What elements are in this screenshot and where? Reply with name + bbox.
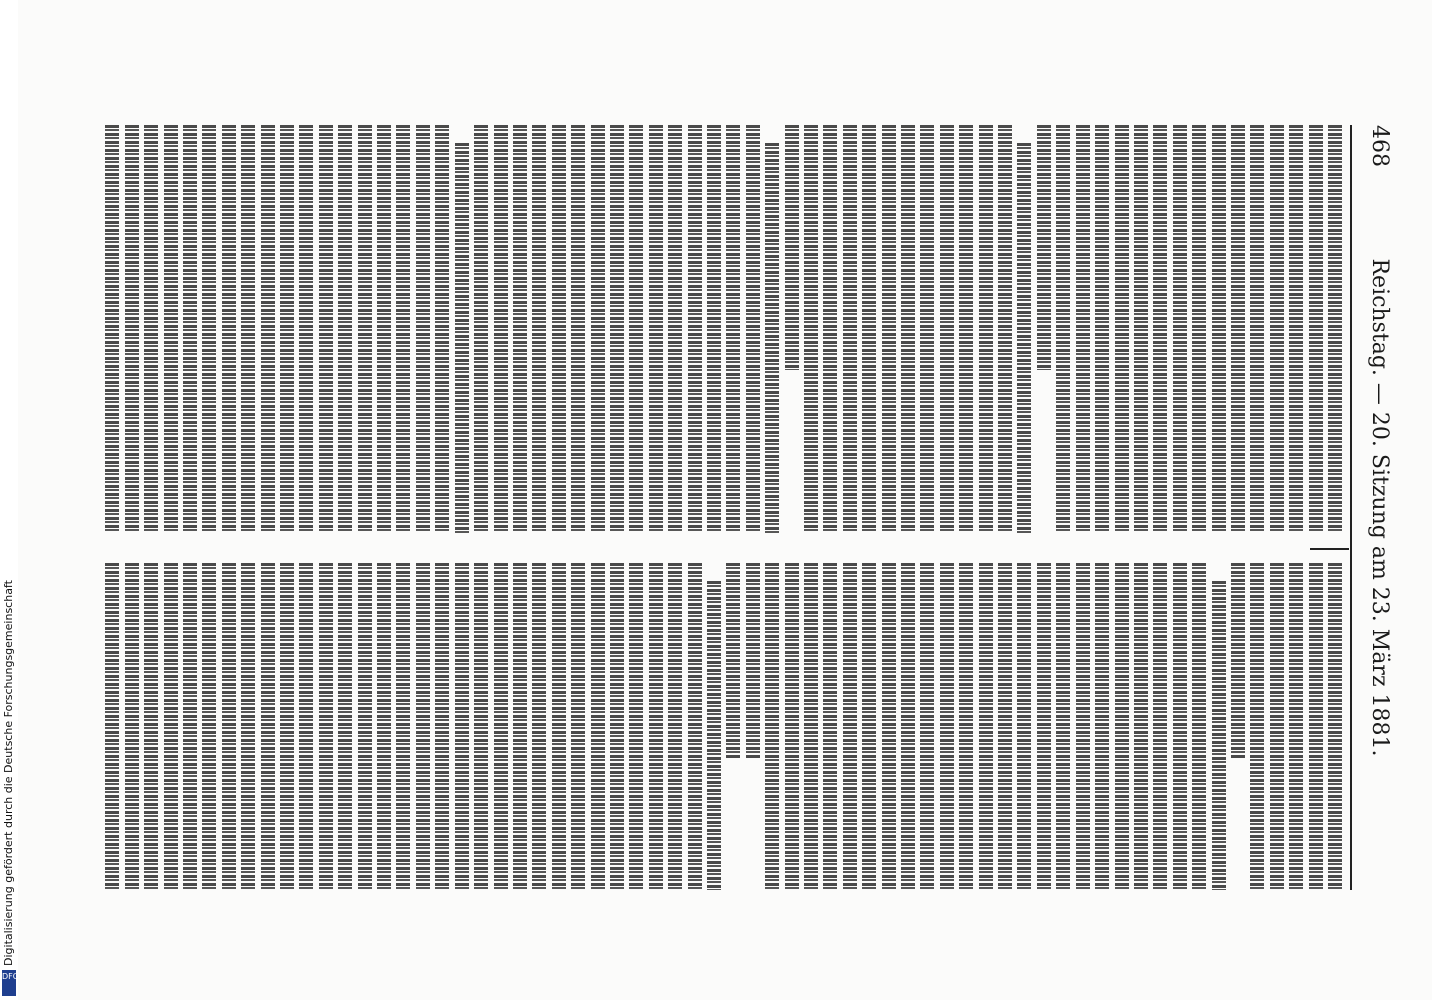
- text-line: [1134, 125, 1148, 533]
- text-line: [261, 563, 275, 890]
- text-line: [1250, 125, 1264, 533]
- text-line: [222, 563, 236, 890]
- text-line: [1095, 563, 1109, 890]
- text-line: [1270, 563, 1284, 890]
- text-line: [1134, 563, 1148, 890]
- text-line: [920, 125, 934, 533]
- text-line: [1018, 143, 1032, 533]
- text-line: [1270, 125, 1284, 533]
- text-line: [319, 125, 333, 533]
- text-line: [746, 125, 760, 533]
- text-line: [144, 563, 158, 890]
- text-line: [591, 563, 605, 890]
- text-line: [940, 563, 954, 890]
- text-line: [1037, 125, 1051, 370]
- text-line: [1309, 125, 1323, 533]
- text-line: [1212, 581, 1226, 890]
- text-line: [299, 563, 313, 890]
- text-line: [513, 563, 527, 890]
- text-line: [1153, 125, 1167, 533]
- text-line: [901, 563, 915, 890]
- text-line: [707, 581, 721, 890]
- text-line: [862, 563, 876, 890]
- text-line: [1328, 125, 1342, 533]
- text-line: [338, 125, 352, 533]
- text-line: [474, 125, 488, 533]
- text-line: [1115, 563, 1129, 890]
- text-line: [280, 125, 294, 533]
- text-line: [1153, 563, 1167, 890]
- text-line: [1212, 125, 1226, 533]
- text-line: [1328, 563, 1342, 890]
- text-line: [280, 563, 294, 890]
- text-line: [319, 563, 333, 890]
- text-line: [261, 125, 275, 533]
- text-line: [1056, 125, 1070, 533]
- text-line: [901, 125, 915, 533]
- text-line: [707, 125, 721, 533]
- text-line: [1192, 125, 1206, 533]
- dfg-logo: DFG: [2, 970, 16, 996]
- text-line: [823, 563, 837, 890]
- text-line: [765, 563, 779, 890]
- text-line: [940, 125, 954, 533]
- text-line: [455, 143, 469, 533]
- text-line: [1095, 125, 1109, 533]
- text-line: [513, 125, 527, 533]
- text-line: [435, 125, 449, 533]
- text-line: [299, 125, 313, 533]
- running-title: Reichstag. — 20. Sitzung am 23. März 1881.: [1367, 258, 1392, 757]
- text-line: [1250, 563, 1264, 890]
- text-line: [1192, 563, 1206, 890]
- text-line: [746, 563, 760, 759]
- text-line: [1056, 563, 1070, 890]
- text-line: [804, 563, 818, 890]
- text-line: [397, 125, 411, 533]
- text-line: [823, 125, 837, 533]
- page-header: [1362, 125, 1396, 890]
- text-line: [494, 563, 508, 890]
- right-column-lines: [105, 563, 1342, 890]
- text-line: [1173, 563, 1187, 890]
- text-line: [397, 563, 411, 890]
- text-line: [610, 563, 624, 890]
- text-line: [649, 563, 663, 890]
- text-line: [202, 125, 216, 533]
- text-line: [377, 563, 391, 890]
- text-line: [125, 125, 139, 533]
- text-line: [785, 125, 799, 370]
- text-line: [571, 563, 585, 890]
- text-line: [1076, 563, 1090, 890]
- text-line: [979, 563, 993, 890]
- text-line: [882, 563, 896, 890]
- text-line: [610, 125, 624, 533]
- text-line: [338, 563, 352, 890]
- text-line: [416, 125, 430, 533]
- column-divider: [1310, 548, 1349, 550]
- text-line: [358, 563, 372, 890]
- text-line: [1231, 125, 1245, 533]
- text-line: [222, 125, 236, 533]
- text-line: [1037, 563, 1051, 890]
- text-line: [726, 563, 740, 759]
- text-line: [494, 125, 508, 533]
- text-column-right: [105, 563, 1342, 890]
- text-line: [804, 125, 818, 533]
- text-line: [241, 125, 255, 533]
- text-line: [688, 563, 702, 890]
- text-line: [668, 563, 682, 890]
- text-line: [591, 125, 605, 533]
- text-line: [455, 563, 469, 890]
- text-line: [105, 563, 119, 890]
- text-line: [785, 563, 799, 890]
- text-line: [164, 125, 178, 533]
- text-line: [726, 125, 740, 533]
- text-line: [765, 143, 779, 533]
- text-line: [629, 563, 643, 890]
- text-line: [435, 563, 449, 890]
- text-line: [1076, 125, 1090, 533]
- text-line: [532, 125, 546, 533]
- page-number: 468: [1367, 125, 1392, 167]
- text-line: [552, 563, 566, 890]
- text-line: [688, 125, 702, 533]
- text-line: [241, 563, 255, 890]
- credit-text: Digitalisierung gefördert durch die Deutsche Forschungsgemeinschaft: [2, 580, 15, 966]
- text-line: [164, 563, 178, 890]
- text-line: [998, 125, 1012, 533]
- text-line: [125, 563, 139, 890]
- text-line: [882, 125, 896, 533]
- header-rule: [1350, 125, 1352, 890]
- digitization-credit: [0, 0, 18, 1000]
- text-line: [649, 125, 663, 533]
- text-line: [1173, 125, 1187, 533]
- text-line: [1115, 125, 1129, 533]
- text-line: [183, 125, 197, 533]
- text-line: [202, 563, 216, 890]
- text-line: [668, 125, 682, 533]
- text-line: [979, 125, 993, 533]
- text-line: [377, 125, 391, 533]
- text-line: [843, 125, 857, 533]
- text-line: [959, 125, 973, 533]
- text-column-left: [105, 125, 1342, 533]
- text-line: [1289, 125, 1303, 533]
- text-line: [105, 125, 119, 533]
- text-line: [629, 125, 643, 533]
- text-line: [862, 125, 876, 533]
- left-column-lines: [105, 125, 1342, 533]
- text-line: [959, 563, 973, 890]
- text-line: [920, 563, 934, 890]
- text-line: [474, 563, 488, 890]
- text-line: [843, 563, 857, 890]
- text-line: [1231, 563, 1245, 759]
- text-line: [532, 563, 546, 890]
- text-line: [1018, 563, 1032, 890]
- text-line: [1289, 563, 1303, 890]
- text-line: [358, 125, 372, 533]
- text-line: [144, 125, 158, 533]
- text-line: [416, 563, 430, 890]
- text-line: [571, 125, 585, 533]
- text-line: [552, 125, 566, 533]
- text-line: [998, 563, 1012, 890]
- text-line: [183, 563, 197, 890]
- text-line: [1309, 563, 1323, 890]
